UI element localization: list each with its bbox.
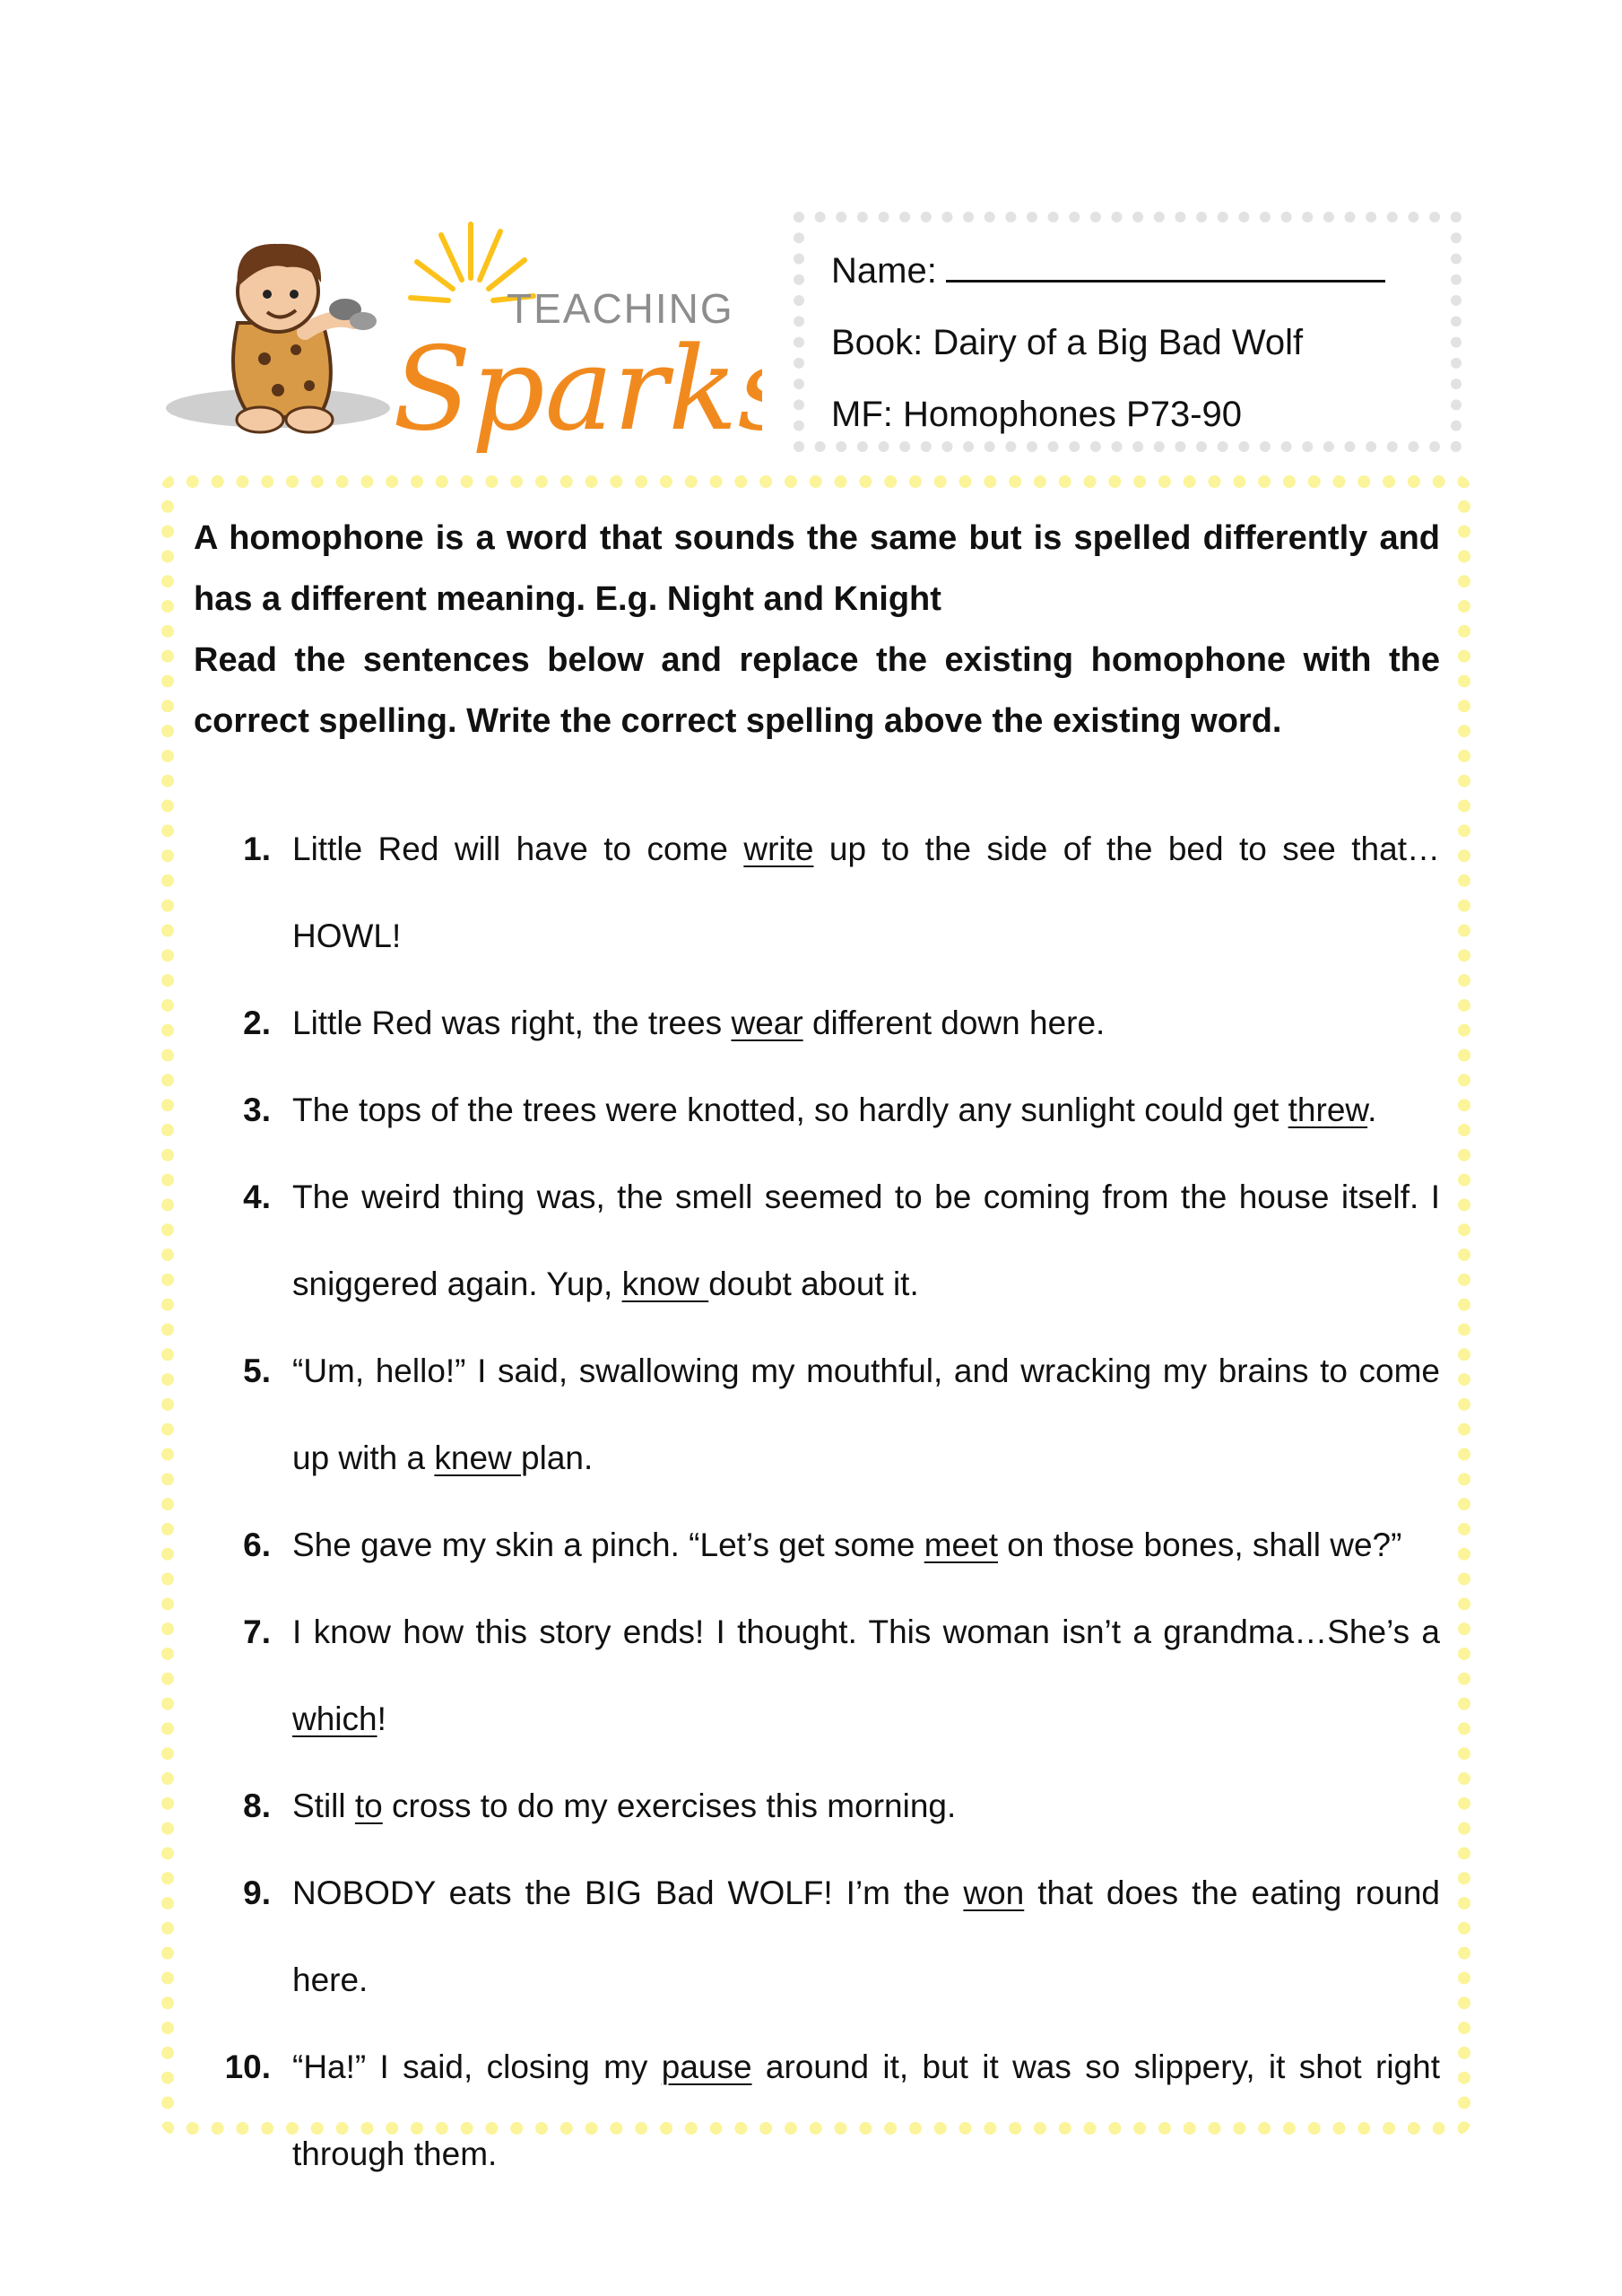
question-number: 6. — [243, 1526, 271, 1563]
question-text: “Um, hello!” I said, swallowing my mouthful, and wracking my brains to come up with a knew plan. — [292, 1352, 1440, 1476]
instructions — [194, 508, 1440, 752]
question-item — [194, 1066, 1440, 1153]
question-number: 8. — [243, 1787, 271, 1824]
svg-text:TEACHING: TEACHING — [507, 285, 734, 332]
question-item — [194, 1762, 1440, 1849]
homophone-word: knew — [434, 1439, 522, 1476]
homophone-word: know — [621, 1265, 709, 1302]
question-text: The tops of the trees were knotted, so hardly any sunlight could get threw. — [292, 1091, 1377, 1128]
homophone-word: won — [963, 1874, 1025, 1911]
question-item — [194, 805, 1440, 979]
question-text: She gave my skin a pinch. “Let’s get some meet on those bones, shall we?” — [292, 1526, 1402, 1563]
question-number: 5. — [243, 1352, 271, 1389]
name-field-row — [831, 235, 1451, 307]
homophone-word: to — [354, 1787, 383, 1824]
question-text: I know how this story ends! I thought. This woman isn’t a grandma…She’s a which! — [292, 1613, 1440, 1737]
student-info-box — [794, 212, 1462, 452]
name-label: Name: — [831, 251, 937, 291]
svg-text:Sparks: Sparks — [393, 323, 762, 457]
question-text: NOBODY eats the BIG Bad WOLF! I’m the won that does the eating round here. — [292, 1874, 1440, 1998]
question-item — [194, 1153, 1440, 1327]
homophone-word: wear — [731, 1004, 803, 1041]
question-list — [194, 805, 1440, 2197]
book-title: Book: Dairy of a Big Bad Wolf — [831, 323, 1304, 362]
caveman-mascot-icon — [161, 215, 762, 457]
question-item — [194, 2023, 1440, 2197]
question-item — [194, 1327, 1440, 1501]
question-number: 10. — [224, 2048, 271, 2085]
mf-topic: MF: Homophones P73-90 — [831, 395, 1243, 434]
question-number: 9. — [243, 1874, 271, 1911]
question-number: 2. — [243, 1004, 271, 1041]
homophone-word: which — [292, 1700, 377, 1737]
homophone-word: meet — [924, 1526, 998, 1563]
question-text: The weird thing was, the smell seemed to be coming from the house itself. I sniggered again. Yup, know doubt about it. — [292, 1178, 1440, 1302]
homophone-word: threw — [1288, 1091, 1368, 1128]
question-number: 4. — [243, 1178, 271, 1215]
task-instruction: Read the sentences below and replace the existing homophone with the correct spelling. Write the correct spelling above the existing word. — [194, 641, 1440, 740]
question-item — [194, 1588, 1440, 1762]
question-text: Little Red will have to come write up to the side of the bed to see that… HOWL! — [292, 831, 1440, 954]
homophone-word: pause — [661, 2048, 752, 2085]
homophone-word: write — [743, 831, 814, 867]
homophone-definition: A homophone is a word that sounds the same but is spelled differently and has a different meaning. E.g. Night and Knight — [194, 519, 1440, 618]
question-item — [194, 1501, 1440, 1588]
question-text: Little Red was right, the trees wear different down here. — [292, 1004, 1106, 1041]
question-number: 3. — [243, 1091, 271, 1128]
question-text: Still to cross to do my exercises this morning. — [292, 1787, 957, 1824]
teaching-sparks-logo — [161, 215, 762, 457]
question-text: “Ha!” I said, closing my pause around it, but it was so slippery, it shot right through them. — [292, 2048, 1440, 2172]
question-item — [194, 1849, 1440, 2023]
question-item — [194, 979, 1440, 1066]
question-number: 1. — [243, 831, 271, 867]
question-number: 7. — [243, 1613, 271, 1650]
name-blank-line[interactable] — [946, 242, 1385, 283]
worksheet-box — [161, 475, 1470, 2172]
